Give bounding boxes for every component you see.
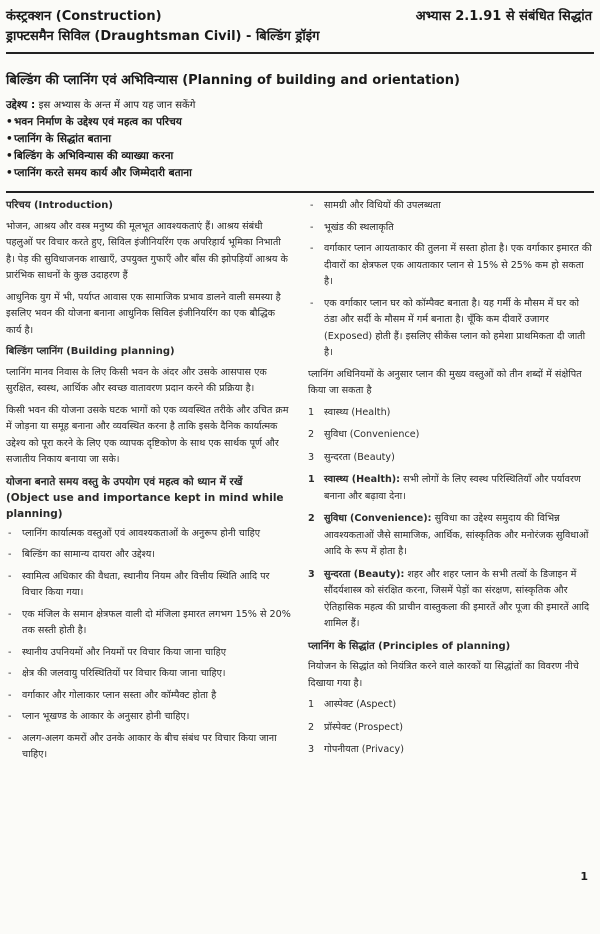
explained-item — [308, 472, 594, 505]
objective-word-item — [308, 427, 594, 444]
item-number: 2 — [308, 513, 315, 524]
right-column — [308, 198, 594, 765]
left-column — [6, 198, 292, 769]
introduction-heading: परिचय (Introduction) — [6, 200, 113, 211]
list-item: - अलग-अलग कमरों और उनके आकार के बीच संबंध पर विचार किया जाना चाहिए। — [6, 731, 292, 764]
item-text: सुविधा (Convenience) — [324, 429, 420, 440]
item-number: 2 — [308, 721, 315, 733]
building-planning-heading: बिल्डिंग प्लानिंग (Building planning) — [6, 346, 175, 357]
objective-item: • बिल्डिंग के अभिविन्यास की व्याख्या करना — [6, 148, 594, 165]
principles-intro: नियोजन के सिद्धांत को नियंत्रित करने वाले कारकों या सिद्धांतों का विवरण नीचे दिखाया गया है। — [308, 661, 579, 689]
objective-item: • प्लानिंग करते समय कार्य और जिम्मेदारी बताना — [6, 165, 594, 182]
item-number: 2 — [308, 429, 315, 440]
list-item: - बिल्डिंग का सामान्य दायरा और उद्देश्य। — [6, 547, 292, 564]
building-planning-paragraph: प्लानिंग मानव निवास के लिए किसी भवन के अंदर और उसके आसपास एक सुरक्षित, स्वस्थ, आर्थिक और स्वच्छ वातावरण प्रदान करने की प्रक्रिया है। — [6, 366, 267, 394]
building-planning-paragraph: किसी भवन की योजना उसके घटक भागों को एक व्यवस्थित तरीके और उचित क्रम में जोड़ना या समूह बनाना और व्यवस्थित करना है ताकि इसके दैनिक कार्यात्मक उद्देश्य को पूरा करने के लिए एक व्यापक दृष्टिकोण के साथ एक सार्थक पूर्ण और सजातीय निकाय बनाया जा सके। — [6, 404, 289, 465]
list-item: - भूखंड की स्थलाकृति — [308, 220, 594, 237]
header-divider — [6, 52, 594, 54]
summary-paragraph: प्लानिंग अधिनियमों के अनुसार प्लान की मुख्य वस्तुओं को तीन शब्दों में संक्षेपित किया जा सकता है — [308, 368, 582, 396]
page-title: बिल्डिंग की प्लानिंग एवं अभिविन्यास (Planning of building and orientation) — [6, 73, 460, 88]
explained-item — [308, 511, 594, 561]
item-term: सुविधा (Convenience): — [324, 513, 432, 524]
page-header — [6, 6, 594, 50]
list-item: - प्लान भूखण्ड के आकार के अनुसार होनी चाहिए। — [6, 709, 292, 726]
list-item: - क्षेत्र की जलवायु परिस्थितियों पर विचार किया जाना चाहिए। — [6, 666, 292, 683]
item-text: गोपनीयता (Privacy) — [324, 744, 404, 755]
header-trade: कंस्ट्रक्शन (Construction) — [6, 9, 162, 24]
list-item: - वर्गाकार प्लान आयताकार की तुलना में सस्ता होता है। एक वर्गाकार इमारत की दीवारों का क्षेत्रफल एक आयताकार प्लान से 15% से 25% कम हो सकता है। — [308, 241, 594, 291]
principle-item — [308, 697, 594, 714]
item-number: 3 — [308, 451, 315, 463]
list-item: - स्वामित्व अधिकार की वैधता, स्थानीय नियम और वित्तीय स्थिति आदि पर विचार किया गया। — [6, 569, 292, 602]
item-number: 3 — [308, 568, 315, 580]
list-item: - सामग्री और विधियों की उपलब्धता — [308, 198, 594, 215]
object-use-heading-hindi: योजना बनाते समय वस्तु के उपयोग एवं महत्व को ध्यान में रखें — [6, 475, 243, 488]
list-item: - प्लानिंग कार्यात्मक वस्तुओं एवं आवश्यकताओं के अनुरूप होनी चाहिए — [6, 526, 292, 543]
item-text: स्वास्थ्य (Health) — [324, 406, 391, 418]
item-term: स्वास्थ्य (Health): — [324, 474, 401, 485]
objective-item: • भवन निर्माण के उद्देश्य एवं महत्व का परिचय — [6, 114, 594, 131]
list-item: - वर्गाकार और गोलाकार प्लान सस्ता और कॉम्पैक्ट होता है — [6, 688, 292, 705]
header-course: ड्राफ्टसमैन सिविल (Draughtsman Civil) - बिल्डिंग ड्रॉइंग — [6, 29, 320, 44]
item-number: 1 — [308, 474, 315, 485]
objective-item: • प्लानिंग के सिद्धांत बताना — [6, 131, 594, 148]
principle-item — [308, 742, 594, 759]
item-description: शहर और शहर प्लान के सभी तत्वों के डिजाइन में सौंदर्यशास्त्र को संरक्षित करना, जिसमें पेड़ों का संरक्षण, सांस्कृतिक और ऐतिहासिक महत्व की प्राचीन वास्तुकला की इमारतें और पूजा की इमारतें आदि शामिल हैं। — [324, 568, 590, 629]
header-exercise: अभ्यास 2.1.91 से संबंधित सिद्धांत — [415, 9, 592, 24]
objective-word-item — [308, 450, 594, 467]
introduction-paragraph: भोजन, आश्रय और वस्त्र मनुष्य की मूलभूत आवश्यकताएं हैं। आश्रय संबंधी पहलुओं पर विचार करते हुए, सिविल इंजीनियरिंग एक अपरिहार्य भूमिका निभाती है। पेड़ की सुविधाजनक शाखाएँ, उपयुक्त गुफाएँ और बाँस की झोपड़ियाँ आश्रय के प्रारंभिक साधनों के कुछ उदाहरण हैं — [6, 220, 288, 281]
objective-word-item — [308, 405, 594, 422]
item-text: आस्पेक्ट (Aspect) — [324, 699, 397, 710]
explained-item — [308, 567, 594, 633]
objective-list — [6, 114, 594, 182]
objective-divider — [6, 191, 594, 193]
principle-item — [308, 720, 594, 737]
item-text: प्रॉस्पेक्ट (Prospect) — [324, 721, 403, 733]
object-use-heading-english: (Object use and importance kept in mind while planning) — [6, 491, 284, 520]
item-description: सभी लोगों के लिए स्वस्थ परिस्थितियाँ और पर्यावरण बनाना और बढ़ावा देना। — [324, 474, 581, 502]
item-number: 1 — [308, 406, 315, 418]
objective-label: उद्देश्य : — [6, 99, 36, 111]
list-item: - एक मंजिल के समान क्षेत्रफल वाली दो मंजिला इमारत लगभग 15% से 20% तक सस्ती होती है। — [6, 607, 292, 640]
objective-intro: इस अभ्यास के अन्त में आप यह जान सकेंगे — [38, 100, 196, 111]
page-number: 1 — [580, 870, 588, 883]
list-item: - स्थानीय उपनियमों और नियमों पर विचार किया जाना चाहिए — [6, 645, 292, 662]
introduction-paragraph: आधुनिक युग में भी, पर्याप्त आवास एक सामाजिक प्रभाव डालने वाली समस्या है इसलिए भवन की योजना बनाना आधुनिक सिविल इंजीनियरिंग का एक बौद्धिक कार्य है। — [6, 291, 281, 336]
principles-heading: प्लानिंग के सिद्धांत (Principles of planning) — [308, 640, 511, 652]
item-text: सुन्दरता (Beauty) — [324, 451, 395, 463]
item-number: 1 — [308, 699, 315, 710]
objective-block — [6, 97, 594, 182]
item-description: सुविधा का उद्देश्य समुदाय की विभिन्न आवश्यकताओं जैसे सामाजिक, आर्थिक, सांस्कृतिक और मनोरंजक सुविधाओं आदि के रूप में होता है। — [324, 513, 589, 557]
list-item: - एक वर्गाकार प्लान घर को कॉम्पैक्ट बनाता है। यह गर्मी के मौसम में घर को ठंडा और सर्दी के मौसम में गर्म बनाता है। चूँकि कम दीवारें उजागर (Exposed) होती हैं। इसलिए सीकेंस प्लान को हमेशा प्राथमिकता दी जाती है। — [308, 296, 594, 362]
item-term: सुन्दरता (Beauty): — [324, 568, 405, 580]
item-number: 3 — [308, 744, 315, 755]
object-use-heading — [6, 474, 292, 522]
